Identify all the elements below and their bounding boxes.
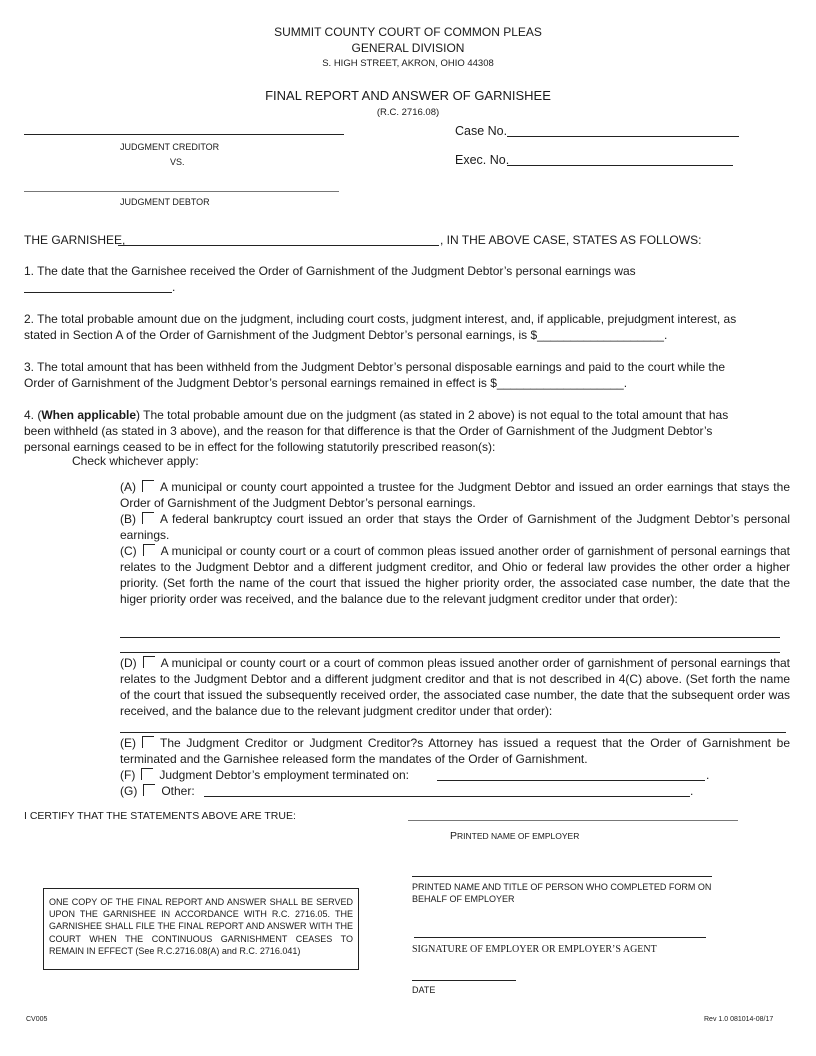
- date-label: DATE: [412, 985, 436, 995]
- court-name: SUMMIT COUNTY COURT OF COMMON PLEAS: [274, 25, 542, 39]
- option-f-checkbox[interactable]: [141, 768, 153, 780]
- option-a-label: (A): [120, 480, 136, 494]
- printed-name-initial: P: [450, 830, 458, 842]
- item-4-bold: When applicable: [41, 408, 137, 422]
- person-label: PRINTED NAME AND TITLE OF PERSON WHO COMPLETED FORM ON BEHALF OF EMPLOYER: [412, 882, 712, 904]
- person-name-field[interactable]: [412, 876, 712, 877]
- garnishee-prefix: THE GARNISHEE,: [24, 233, 126, 247]
- item-4-line-2: been withheld (as stated in 3 above), and the reason for that difference is that the Order of Garnishment of the Judgment Debtor’s: [24, 424, 713, 438]
- check-apply-label: Check whichever apply:: [72, 454, 199, 468]
- debtor-label: JUDGMENT DEBTOR: [120, 197, 210, 207]
- creditor-label: JUDGMENT CREDITOR: [120, 142, 220, 152]
- form-title: FINAL REPORT AND ANSWER OF GARNISHEE: [265, 88, 551, 103]
- printed-name-rest: RINTED NAME OF EMPLOYER: [457, 831, 580, 841]
- item-3-line-1: 3. The total amount that has been withheld from the Judgment Debtor’s personal disposable earnings and paid to the court while the: [24, 360, 726, 374]
- form-code: CV005: [26, 1016, 48, 1023]
- option-e: [120, 735, 790, 767]
- case-no-field[interactable]: [507, 136, 739, 137]
- item-4-rest: ) The total probable amount due on the judgment (as stated in 2 above) is not equal to the total amount that has: [136, 408, 729, 422]
- item-4-line-1: [24, 407, 728, 423]
- option-g-label: (G): [120, 784, 138, 798]
- item-1-period: .: [172, 280, 176, 294]
- notice-box: [43, 888, 359, 970]
- court-address: S. HIGH STREET, AKRON, OHIO 44308: [322, 58, 494, 69]
- vs-label: VS.: [170, 157, 185, 167]
- option-c-text: A municipal or county court or a court of common pleas issued another order of garnishment of personal earnings that relates to the Judgment Debtor and a different judgment creditor, and Ohio or federal law provides the other order a higher priority. (Set forth the name of the court that issued the higher priority order, the associated case number, the date that the higer priority order was received, and the balance due to the relevant judgment creditor under that order):: [120, 544, 790, 606]
- option-b-checkbox[interactable]: [142, 512, 154, 524]
- option-a-checkbox[interactable]: [142, 480, 154, 492]
- signature-label: SIGNATURE OF EMPLOYER OR EMPLOYER’S AGENT: [412, 944, 657, 955]
- item-1-date-field[interactable]: [24, 292, 172, 293]
- option-f-date-field[interactable]: [437, 780, 705, 781]
- item-1-text: 1. The date that the Garnishee received the Order of Garnishment of the Judgment Debtor’s personal earnings was: [24, 264, 636, 278]
- item-4-line-3: personal earnings ceased to be in effect for the following statutorily prescribed reason(s):: [24, 440, 496, 454]
- option-c-label: (C): [120, 544, 137, 558]
- option-c: [120, 543, 790, 607]
- division-name: GENERAL DIVISION: [351, 41, 465, 55]
- option-c-checkbox[interactable]: [143, 544, 155, 556]
- option-f-text: Judgment Debtor’s employment terminated on:: [159, 768, 410, 782]
- option-g-other-field[interactable]: [204, 796, 690, 797]
- date-field[interactable]: [412, 980, 516, 981]
- case-no-label: Case No.: [455, 124, 508, 138]
- option-g-period: .: [690, 784, 694, 798]
- option-a: [120, 479, 790, 511]
- exec-no-label: Exec. No.: [455, 153, 510, 167]
- employer-name-field[interactable]: [408, 820, 738, 821]
- garnishee-name-field[interactable]: [118, 245, 439, 246]
- option-d-answer-line[interactable]: [120, 732, 786, 733]
- option-e-text: The Judgment Creditor or Judgment Creditor?s Attorney has issued a request that the Order of Garnishment be terminated and the Garnishee released form the mandates of the Order of Garnishment.: [120, 736, 790, 766]
- statute-ref: (R.C. 2716.08): [376, 107, 440, 118]
- option-c-answer-line-1[interactable]: [120, 637, 780, 638]
- option-d-checkbox[interactable]: [143, 656, 155, 668]
- item-2-line-2: stated in Section A of the Order of Garnishment of the Judgment Debtor’s personal earnings, is $___________________.: [24, 328, 668, 342]
- option-f-label: (F): [120, 768, 136, 782]
- option-b-label: (B): [120, 512, 136, 526]
- option-a-text: A municipal or county court appointed a trustee for the Judgment Debtor and issued an order earnings that stays the Order of Garnishment of the Judgment Debtor’s personal earnings.: [120, 480, 790, 510]
- signature-field[interactable]: [414, 937, 706, 938]
- item-4-number: 4. (: [24, 408, 42, 422]
- option-g-checkbox[interactable]: [143, 784, 155, 796]
- certify-statement: I CERTIFY THAT THE STATEMENTS ABOVE ARE TRUE:: [24, 810, 296, 822]
- garnishee-suffix: , IN THE ABOVE CASE, STATES AS FOLLOWS:: [440, 233, 702, 247]
- option-d: [120, 655, 790, 719]
- notice-text: ONE COPY OF THE FINAL REPORT AND ANSWER SHALL BE SERVED UPON THE GARNISHEE IN ACCORDANCE WITH R.C. 2716.05. THE GARNISHEE SHALL FILE THE FINAL REPORT AND ANSWER WITH THE COURT WHEN THE CONTINUOUS GARNISHMENT CEASES TO REMAIN IN EFFECT (See R.C.2716.08(A) and R.C. 2716.041): [49, 897, 353, 956]
- option-b: [120, 511, 790, 543]
- debtor-name-line[interactable]: [24, 191, 339, 192]
- exec-no-field[interactable]: [507, 165, 733, 166]
- item-3-line-2: Order of Garnishment of the Judgment Debtor’s personal earnings remained in effect is $___________________.: [24, 376, 628, 390]
- creditor-name-line[interactable]: [24, 134, 344, 135]
- printed-name-employer-label: [450, 826, 579, 844]
- option-g: [120, 783, 195, 799]
- option-f-period: .: [706, 768, 710, 782]
- option-g-text: Other:: [161, 784, 195, 798]
- option-f: [120, 767, 409, 783]
- option-e-checkbox[interactable]: [142, 736, 154, 748]
- option-c-answer-line-2[interactable]: [120, 652, 780, 653]
- option-d-label: (D): [120, 656, 137, 670]
- revision-number: Rev 1.0 081014-08/17: [704, 1016, 774, 1023]
- option-b-text: A federal bankruptcy court issued an order that stays the Order of Garnishment of the Judgment Debtor’s personal earnings.: [120, 512, 790, 542]
- option-e-label: (E): [120, 736, 136, 750]
- option-d-text: A municipal or county court or a court of common pleas issued another order of garnishment of personal earnings that relates to the Judgment Debtor and a different judgment creditor and that is not described in 4(C) above. (Set forth the name of the court that issued the subsequently received order, the associated case number, the date that the subsequent order was received, and the balance due to the relevant judgment creditor under that order):: [120, 656, 790, 718]
- item-2-line-1: 2. The total probable amount due on the judgment, including court costs, judgment interest, and, if applicable, prejudgment interest, as: [24, 312, 737, 326]
